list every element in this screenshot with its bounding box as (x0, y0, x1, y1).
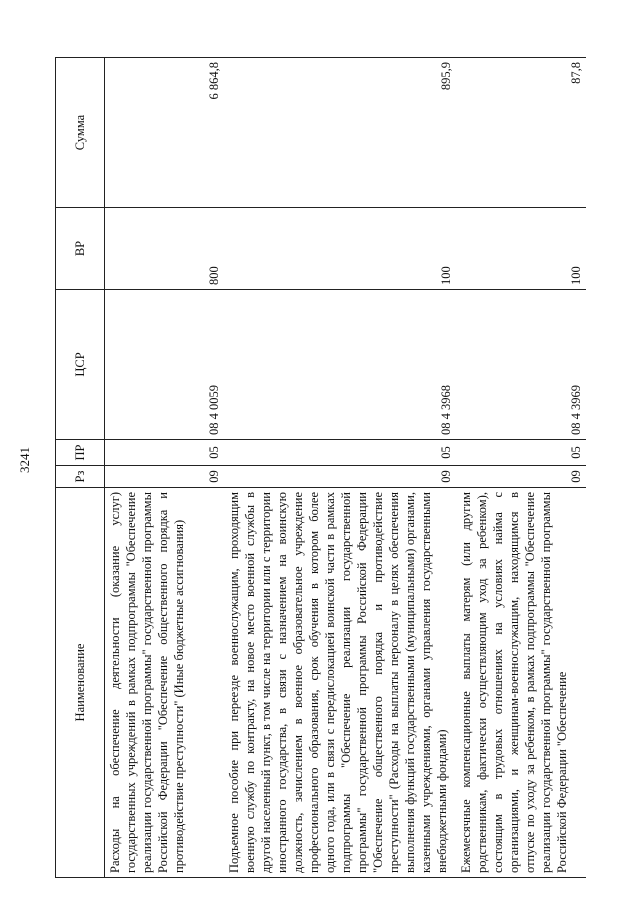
row-sum: 87,8 (456, 58, 586, 208)
header-csr: ЦСР (56, 290, 105, 440)
row-pr: 05 (456, 440, 586, 466)
row-rz: 09 (456, 466, 586, 488)
row-name: Расходы на обеспечение деятельности (оказание услуг) государственных учреждений в рамках подпрограммы "Обеспечение реализации государственной программы" государственной программы Российской Федерации "Обеспечение общественного порядка и противодействие преступности" (Иные бюджетные ассигнования) (105, 488, 225, 878)
page-number: 3241 (17, 447, 32, 473)
table-row (105, 58, 225, 878)
row-name: Ежемесячные компенсационные выплаты матерям (или другим родственникам, фактически осуществляющим уход за ребенком), состоящим в трудовых отношениях на условиях найма с организациями, и женщинам-военнослужащим, находящимся в отпуске по уходу за ребенком, в рамках подпрограммы "Обеспечение реализации государственной программы" государственной программы Российской Федерации "Обеспечение (456, 488, 586, 878)
row-sum: 6 864,8 (105, 58, 225, 208)
row-pr: 05 (224, 440, 456, 466)
row-vr: 100 (224, 208, 456, 290)
header-vr: ВР (56, 208, 105, 290)
row-pr: 05 (105, 440, 225, 466)
row-vr: 100 (456, 208, 586, 290)
table-header-row (56, 58, 105, 878)
row-rz: 09 (105, 466, 225, 488)
row-csr: 08 4 0059 (105, 290, 225, 440)
row-sum: 895,9 (224, 58, 456, 208)
row-csr: 08 4 3968 (224, 290, 456, 440)
row-name: Подъемное пособие при переезде военнослужащим, проходящим военную службу по контракту, на новое место военной службы в другой населенный пункт, в том числе на территории или с территории иностранного государства, в связи с назначением на воинскую должность, зачислением в военное образовательное учреждение профессионального образования, срок обучения в котором более одного года, или в связи с передислокацией воинской части в рамках подпрограммы "Обеспечение реализации государственной программы" государственной программы Российской Федерации "Обеспечение общественного порядка и противодействие преступности" (Расходы на выплаты персоналу в целях обеспечения выполнения функций государственными (муниципальными) органами, казенными учреждениями, органами управления государственными внебюджетными фондами) (224, 488, 456, 878)
header-sum: Сумма (56, 58, 105, 208)
row-rz: 09 (224, 466, 456, 488)
header-pr: ПР (56, 440, 105, 466)
table-row (224, 58, 456, 878)
row-vr: 800 (105, 208, 225, 290)
table-row (456, 58, 586, 878)
budget-table (55, 57, 586, 878)
rotated-page (15, 30, 615, 890)
header-rz: Рз (56, 466, 105, 488)
row-csr: 08 4 3969 (456, 290, 586, 440)
header-name: Наименование (56, 488, 105, 878)
